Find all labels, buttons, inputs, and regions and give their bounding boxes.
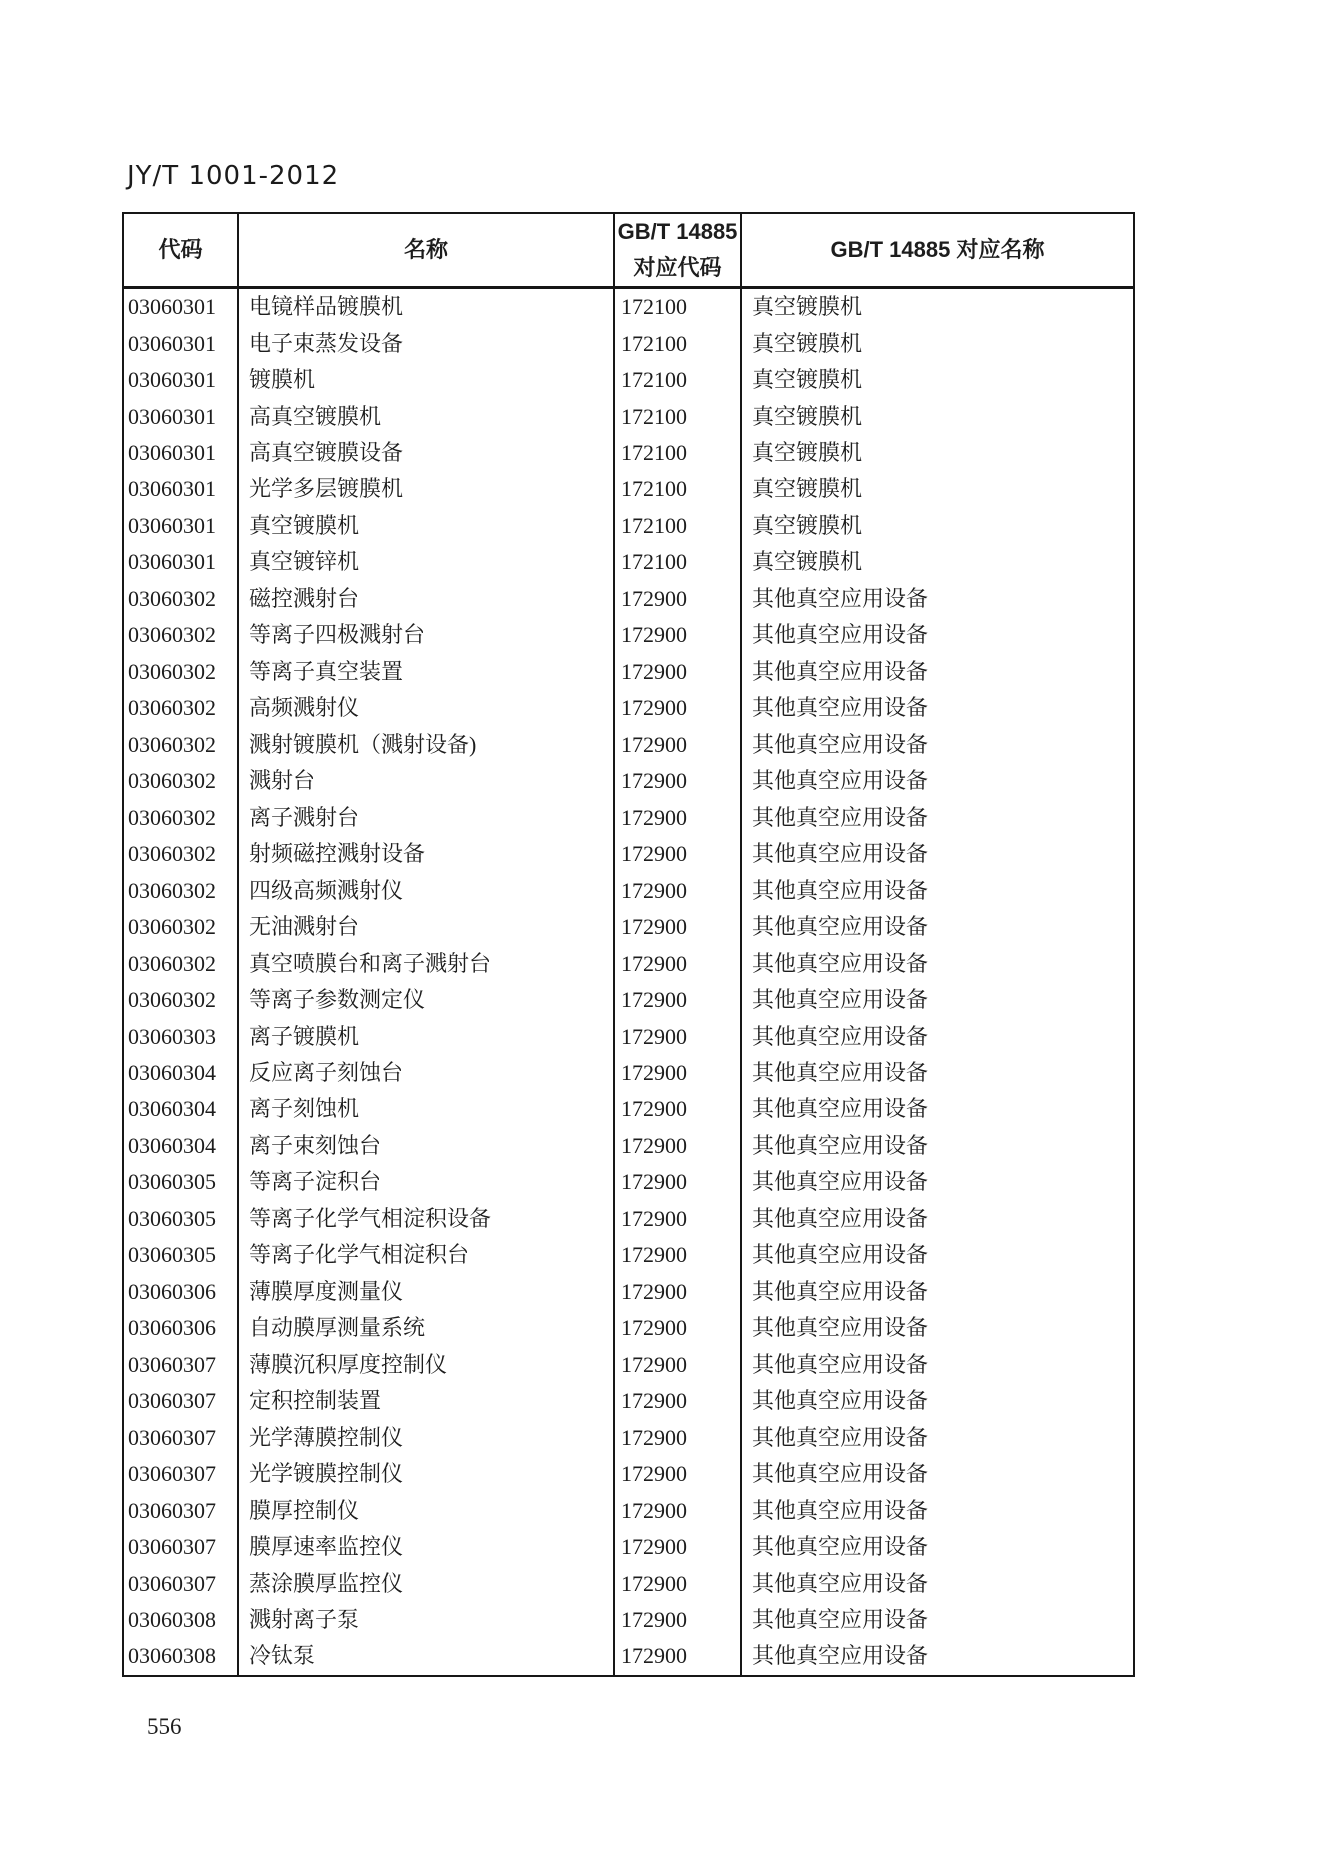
cell-gbt-name: 其他真空应用设备 — [752, 658, 929, 684]
cell-gbt-name: 真空镀膜机 — [752, 330, 863, 356]
cell-gbt-name: 其他真空应用设备 — [752, 731, 929, 757]
table-row — [124, 1529, 1133, 1565]
table-row — [124, 1420, 1133, 1456]
cell-gbt-code: 172900 — [615, 1310, 742, 1346]
cell-name: 等离子参数测定仪 — [239, 982, 615, 1018]
cell-name: 真空喷膜台和离子溅射台 — [239, 945, 615, 981]
cell-gbt-name: 真空镀膜机 — [752, 367, 863, 393]
cell-gbt-name: 其他真空应用设备 — [752, 1388, 929, 1414]
cell-code: 03060305 — [124, 1201, 239, 1237]
cell-gbt-code: 172900 — [615, 800, 742, 836]
code-mapping-table — [122, 212, 1135, 1677]
table-row — [124, 1383, 1133, 1419]
cell-gbt-code: 172900 — [615, 945, 742, 981]
cell-code: 03060307 — [124, 1420, 239, 1456]
cell-gbt-name: 其他真空应用设备 — [752, 1497, 929, 1523]
cell-name: 溅射台 — [239, 763, 615, 799]
cell-code: 03060306 — [124, 1310, 239, 1346]
cell-gbt-name: 其他真空应用设备 — [752, 841, 929, 867]
cell-gbt-name: 其他真空应用设备 — [752, 804, 929, 830]
cell-gbt-name: 其他真空应用设备 — [752, 1607, 929, 1633]
table-row — [124, 873, 1133, 909]
cell-gbt-code: 172900 — [615, 1274, 742, 1310]
cell-code: 03060304 — [124, 1128, 239, 1164]
table-row — [124, 1602, 1133, 1638]
cell-code: 03060307 — [124, 1456, 239, 1492]
cell-code: 03060307 — [124, 1529, 239, 1565]
cell-gbt-name: 其他真空应用设备 — [752, 695, 929, 721]
cell-name: 离子溅射台 — [239, 800, 615, 836]
cell-gbt-name: 其他真空应用设备 — [752, 1242, 929, 1268]
cell-gbt-name: 真空镀膜机 — [752, 549, 863, 575]
table-row — [124, 800, 1133, 836]
cell-gbt-name: 其他真空应用设备 — [752, 1315, 929, 1341]
table-row — [124, 508, 1133, 544]
table-row — [124, 435, 1133, 471]
cell-code: 03060301 — [124, 544, 239, 580]
cell-name: 光学镀膜控制仪 — [239, 1456, 615, 1492]
cell-name: 光学多层镀膜机 — [239, 471, 615, 507]
cell-code: 03060301 — [124, 362, 239, 398]
table-row — [124, 1164, 1133, 1200]
table-row — [124, 544, 1133, 580]
cell-code: 03060302 — [124, 690, 239, 726]
cell-name: 等离子化学气相淀积设备 — [239, 1201, 615, 1237]
cell-name: 离子镀膜机 — [239, 1018, 615, 1054]
cell-gbt-code: 172900 — [615, 1201, 742, 1237]
cell-gbt-code: 172900 — [615, 909, 742, 945]
cell-name: 高频溅射仪 — [239, 690, 615, 726]
cell-gbt-name: 其他真空应用设备 — [752, 1059, 929, 1085]
table-row — [124, 1274, 1133, 1310]
cell-code: 03060302 — [124, 581, 239, 617]
cell-gbt-code: 172900 — [615, 1128, 742, 1164]
cell-code: 03060303 — [124, 1018, 239, 1054]
cell-code: 03060306 — [124, 1274, 239, 1310]
cell-gbt-code: 172900 — [615, 763, 742, 799]
cell-name: 光学薄膜控制仪 — [239, 1420, 615, 1456]
cell-code: 03060301 — [124, 508, 239, 544]
cell-gbt-name: 其他真空应用设备 — [752, 1132, 929, 1158]
column-header-gbt-name: GB/T 14885 对应名称 — [830, 236, 1045, 262]
column-header-gbt-code-line1: GB/T 14885 — [617, 219, 738, 244]
cell-gbt-name: 其他真空应用设备 — [752, 1643, 929, 1669]
cell-name: 离子刻蚀机 — [239, 1091, 615, 1127]
cell-code: 03060301 — [124, 398, 239, 434]
cell-name: 自动膜厚测量系统 — [239, 1310, 615, 1346]
cell-code: 03060308 — [124, 1602, 239, 1638]
cell-code: 03060305 — [124, 1237, 239, 1273]
table-row — [124, 398, 1133, 434]
cell-gbt-code: 172900 — [615, 1492, 742, 1528]
table-row — [124, 690, 1133, 726]
cell-gbt-name: 其他真空应用设备 — [752, 1534, 929, 1560]
cell-name: 电镜样品镀膜机 — [239, 289, 615, 325]
cell-code: 03060302 — [124, 654, 239, 690]
table-row — [124, 1638, 1133, 1674]
cell-gbt-name: 其他真空应用设备 — [752, 1424, 929, 1450]
cell-gbt-name: 其他真空应用设备 — [752, 1023, 929, 1049]
cell-gbt-code: 172900 — [615, 1237, 742, 1273]
cell-gbt-name: 其他真空应用设备 — [752, 987, 929, 1013]
cell-gbt-code: 172900 — [615, 1638, 742, 1674]
cell-code: 03060305 — [124, 1164, 239, 1200]
cell-name: 等离子淀积台 — [239, 1164, 615, 1200]
cell-name: 真空镀锌机 — [239, 544, 615, 580]
cell-gbt-code: 172900 — [615, 1456, 742, 1492]
column-header-code: 代码 — [124, 214, 239, 286]
cell-gbt-code: 172100 — [615, 289, 742, 325]
cell-gbt-code: 172100 — [615, 544, 742, 580]
table-row — [124, 945, 1133, 981]
cell-gbt-code: 172900 — [615, 1420, 742, 1456]
cell-code: 03060301 — [124, 435, 239, 471]
table-body — [124, 289, 1133, 1675]
cell-code: 03060302 — [124, 800, 239, 836]
cell-gbt-name: 其他真空应用设备 — [752, 585, 929, 611]
cell-code: 03060307 — [124, 1492, 239, 1528]
cell-name: 溅射离子泵 — [239, 1602, 615, 1638]
cell-name: 薄膜厚度测量仪 — [239, 1274, 615, 1310]
table-row — [124, 1347, 1133, 1383]
cell-gbt-code: 172100 — [615, 325, 742, 361]
cell-name: 电子束蒸发设备 — [239, 325, 615, 361]
cell-code: 03060308 — [124, 1638, 239, 1674]
table-row — [124, 1201, 1133, 1237]
cell-gbt-name: 真空镀膜机 — [752, 294, 863, 320]
cell-name: 高真空镀膜机 — [239, 398, 615, 434]
cell-code: 03060302 — [124, 982, 239, 1018]
cell-name: 离子束刻蚀台 — [239, 1128, 615, 1164]
table-row — [124, 1237, 1133, 1273]
cell-name: 等离子四极溅射台 — [239, 617, 615, 653]
table-row — [124, 909, 1133, 945]
cell-name: 射频磁控溅射设备 — [239, 836, 615, 872]
column-header-name: 名称 — [239, 214, 615, 286]
cell-name: 四级高频溅射仪 — [239, 873, 615, 909]
standard-number-heading: JY/T 1001-2012 — [127, 161, 340, 191]
table-row — [124, 763, 1133, 799]
cell-gbt-code: 172900 — [615, 1164, 742, 1200]
cell-gbt-name: 其他真空应用设备 — [752, 1278, 929, 1304]
table-row — [124, 1091, 1133, 1127]
cell-name: 蒸涂膜厚监控仪 — [239, 1565, 615, 1601]
cell-gbt-name: 其他真空应用设备 — [752, 768, 929, 794]
cell-name: 反应离子刻蚀台 — [239, 1055, 615, 1091]
cell-name: 高真空镀膜设备 — [239, 435, 615, 471]
table-row — [124, 362, 1133, 398]
cell-code: 03060302 — [124, 945, 239, 981]
cell-gbt-name: 其他真空应用设备 — [752, 1205, 929, 1231]
cell-gbt-name: 真空镀膜机 — [752, 403, 863, 429]
cell-gbt-code: 172900 — [615, 581, 742, 617]
cell-code: 03060304 — [124, 1091, 239, 1127]
cell-code: 03060302 — [124, 617, 239, 653]
cell-gbt-code: 172100 — [615, 435, 742, 471]
table-header-row — [124, 214, 1133, 289]
cell-code: 03060302 — [124, 873, 239, 909]
cell-gbt-name: 其他真空应用设备 — [752, 1351, 929, 1377]
cell-code: 03060307 — [124, 1383, 239, 1419]
cell-gbt-code: 172900 — [615, 1383, 742, 1419]
cell-gbt-name: 真空镀膜机 — [752, 476, 863, 502]
cell-gbt-code: 172900 — [615, 1565, 742, 1601]
cell-gbt-code: 172900 — [615, 654, 742, 690]
table-row — [124, 289, 1133, 325]
cell-gbt-code: 172100 — [615, 508, 742, 544]
cell-gbt-name: 其他真空应用设备 — [752, 950, 929, 976]
table-row — [124, 471, 1133, 507]
cell-gbt-name: 其他真空应用设备 — [752, 1461, 929, 1487]
cell-gbt-code: 172900 — [615, 1529, 742, 1565]
cell-gbt-name: 真空镀膜机 — [752, 512, 863, 538]
cell-gbt-name: 其他真空应用设备 — [752, 1096, 929, 1122]
column-header-gbt-code-line2: 对应代码 — [633, 255, 722, 280]
cell-code: 03060304 — [124, 1055, 239, 1091]
cell-name: 无油溅射台 — [239, 909, 615, 945]
cell-code: 03060301 — [124, 325, 239, 361]
cell-name: 溅射镀膜机（溅射设备) — [239, 727, 615, 763]
cell-gbt-code: 172900 — [615, 1018, 742, 1054]
cell-name: 定积控制装置 — [239, 1383, 615, 1419]
cell-gbt-code: 172100 — [615, 471, 742, 507]
cell-code: 03060301 — [124, 289, 239, 325]
cell-gbt-code: 172900 — [615, 1055, 742, 1091]
cell-name: 等离子化学气相淀积台 — [239, 1237, 615, 1273]
cell-code: 03060302 — [124, 836, 239, 872]
cell-gbt-code: 172900 — [615, 1602, 742, 1638]
cell-name: 磁控溅射台 — [239, 581, 615, 617]
table-row — [124, 1128, 1133, 1164]
cell-gbt-code: 172900 — [615, 690, 742, 726]
table-row — [124, 836, 1133, 872]
cell-code: 03060307 — [124, 1565, 239, 1601]
cell-gbt-name: 其他真空应用设备 — [752, 877, 929, 903]
cell-gbt-name: 其他真空应用设备 — [752, 622, 929, 648]
cell-name: 冷钛泵 — [239, 1638, 615, 1674]
table-row — [124, 581, 1133, 617]
cell-name: 薄膜沉积厚度控制仪 — [239, 1347, 615, 1383]
table-row — [124, 1055, 1133, 1091]
cell-name: 膜厚速率监控仪 — [239, 1529, 615, 1565]
cell-gbt-code: 172900 — [615, 1091, 742, 1127]
column-header-gbt-code — [615, 214, 742, 286]
cell-gbt-code: 172100 — [615, 362, 742, 398]
table-row — [124, 727, 1133, 763]
table-row — [124, 1310, 1133, 1346]
cell-gbt-code: 172100 — [615, 398, 742, 434]
cell-gbt-code: 172900 — [615, 873, 742, 909]
table-row — [124, 1492, 1133, 1528]
cell-code: 03060302 — [124, 909, 239, 945]
cell-name: 等离子真空装置 — [239, 654, 615, 690]
table-row — [124, 325, 1133, 361]
cell-gbt-name: 其他真空应用设备 — [752, 1570, 929, 1596]
table-row — [124, 1565, 1133, 1601]
cell-gbt-code: 172900 — [615, 617, 742, 653]
table-row — [124, 1456, 1133, 1492]
cell-code: 03060302 — [124, 727, 239, 763]
table-row — [124, 982, 1133, 1018]
cell-name: 真空镀膜机 — [239, 508, 615, 544]
cell-gbt-name: 真空镀膜机 — [752, 440, 863, 466]
table-row — [124, 617, 1133, 653]
cell-gbt-name: 其他真空应用设备 — [752, 1169, 929, 1195]
page-number: 556 — [147, 1714, 182, 1739]
cell-code: 03060301 — [124, 471, 239, 507]
cell-gbt-code: 172900 — [615, 836, 742, 872]
cell-code: 03060307 — [124, 1347, 239, 1383]
cell-name: 镀膜机 — [239, 362, 615, 398]
cell-gbt-code: 172900 — [615, 1347, 742, 1383]
cell-gbt-code: 172900 — [615, 982, 742, 1018]
cell-gbt-code: 172900 — [615, 727, 742, 763]
cell-gbt-name: 其他真空应用设备 — [752, 914, 929, 940]
table-row — [124, 654, 1133, 690]
cell-code: 03060302 — [124, 763, 239, 799]
table-row — [124, 1018, 1133, 1054]
cell-name: 膜厚控制仪 — [239, 1492, 615, 1528]
